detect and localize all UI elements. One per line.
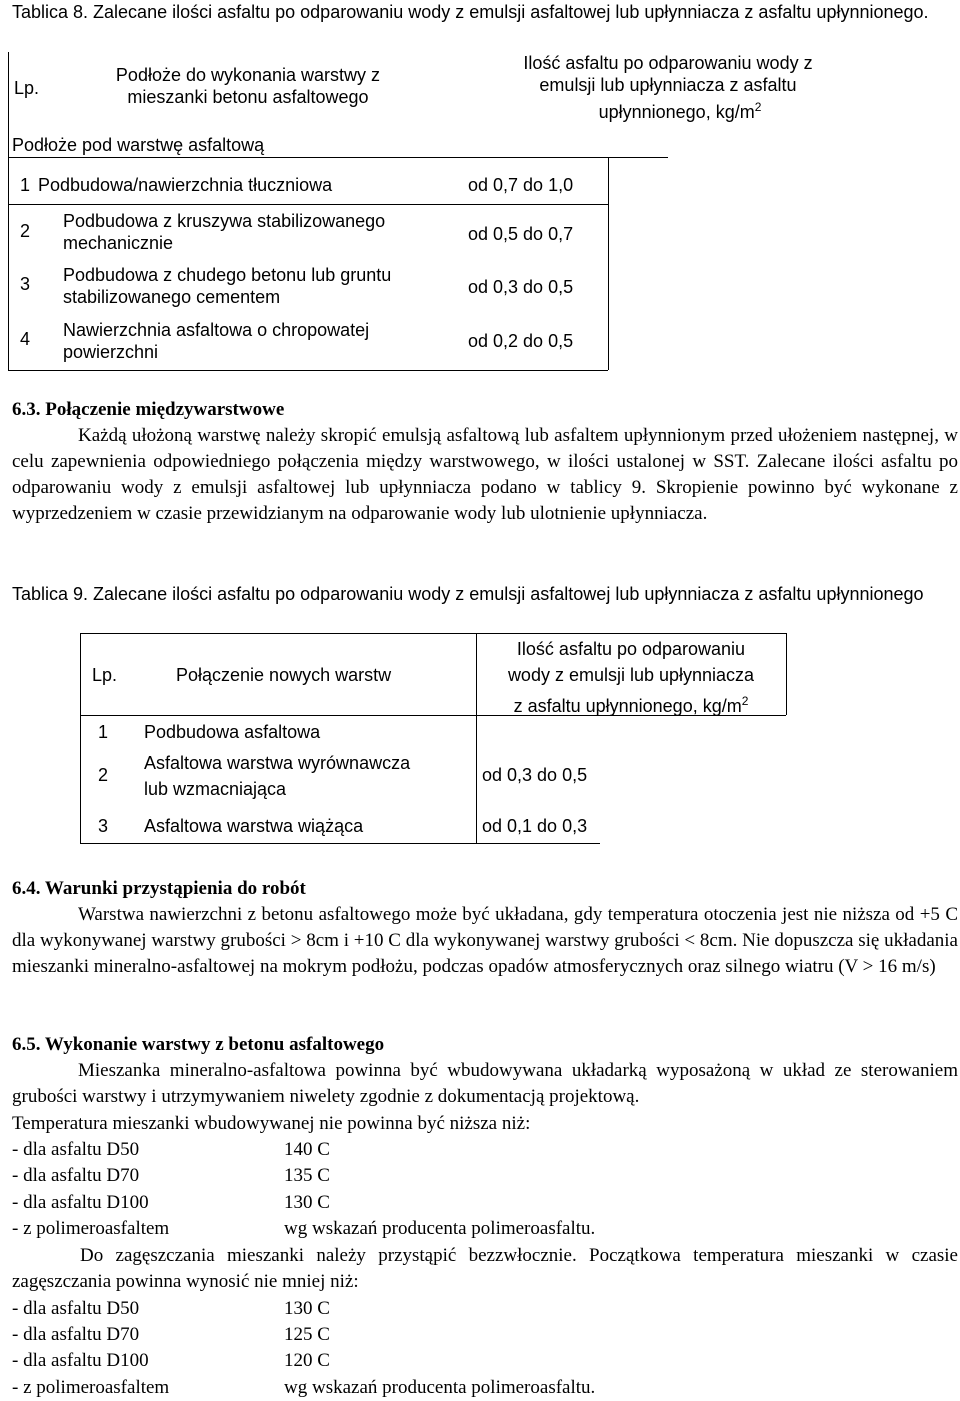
- temperature-label: - z polimeroasfaltem: [12, 1377, 170, 1398]
- table9-header-layers: Połączenie nowych warstw: [176, 665, 392, 685]
- temperature-value: 130 C: [284, 1192, 330, 1213]
- table8-header-lp: Lp.: [14, 78, 40, 98]
- section-text: Warstwa nawierzchni z betonu asfaltowego może być układana, gdy temperatura otoczenia jest nie niższa od +5 C dla wykonywanej warstwy grubości > 8cm i +10 C dla wykonywanej warstwy grubości < 8cm. Nie dopuszcza się układania mieszanki mineralno-asfaltowej na mokrym podłożu, podczas opadów atmosferycznych oraz silnego wiatru (V > 16 m/s): [12, 904, 958, 977]
- table8-row-name: Podbudowa z kruszywa stabilizowanego mechanicznie: [63, 211, 386, 253]
- temperature-value: 130 C: [284, 1298, 330, 1319]
- table9-row-value: od 0,1 do 0,3: [482, 816, 588, 836]
- section-text: Każdą ułożoną warstwę należy skropić emulsją asfaltową lub asfaltem upłynnionym przed ułożeniem następnej, w celu zapewnienia odpowiedniego połączenia między warstwowego, w ilości ustalonej w SST. Zalecane ilości asfaltu po odparowaniu wody z emulsji asfaltowej lub upłynniacza podano w tablicy 9. Skropienie powinno być wykonane z wyprzedzeniem w czasie przewidzianym na odparowanie wody lub ulotnienie upłynniacza.: [12, 425, 958, 524]
- table8-row-value: od 0,5 do 0,7: [468, 224, 574, 244]
- table9-row-lp: 2: [98, 765, 109, 785]
- section-heading: 6.4. Warunki przystąpienia do robót: [12, 878, 306, 899]
- temperature-label: - z polimeroasfaltem: [12, 1218, 170, 1239]
- table9-row-name: Podbudowa asfaltowa: [144, 722, 321, 742]
- table8-header-base: Podłoże do wykonania warstwy z mieszanki betonu asfaltowego: [115, 65, 381, 107]
- temperature-value: 120 C: [284, 1350, 330, 1371]
- temperature-label: - dla asfaltu D100: [12, 1350, 149, 1371]
- table8-row-lp: 4: [20, 329, 31, 349]
- table8-border: [8, 52, 9, 370]
- table8-row-value: od 0,2 do 0,5: [468, 331, 574, 351]
- temperature-label: - dla asfaltu D70: [12, 1324, 140, 1345]
- table9-row-lp: 3: [98, 816, 109, 836]
- table9-border: [80, 633, 81, 843]
- table8-row-name: Podbudowa/nawierzchnia tłuczniowa: [38, 175, 333, 195]
- table9-border: [80, 843, 600, 844]
- table8-row-value: od 0,7 do 1,0: [468, 175, 574, 195]
- table8-header-amount: Ilość asfaltu po odparowaniu wody z emulsji lub upłynniacza z asfaltu upłynnionego, $kg/m^2$: [523, 53, 813, 122]
- temperature-label: - dla asfaltu D50: [12, 1139, 140, 1160]
- table9-border: [786, 633, 787, 715]
- temperature-value: 125 C: [284, 1324, 330, 1345]
- temperature-label: - dla asfaltu D100: [12, 1192, 149, 1213]
- temperature-label: - dla asfaltu D50: [12, 1298, 140, 1319]
- table9-row-lp: 1: [98, 722, 109, 742]
- table8-border: [8, 204, 608, 205]
- temperature-value: 135 C: [284, 1165, 330, 1186]
- table9-caption: Tablica 9. Zalecane ilości asfaltu po odparowaniu wody z emulsji asfaltowej lub upłynniacza z asfaltu upłynnionego: [12, 584, 924, 604]
- temperature-value: 140 C: [284, 1139, 330, 1160]
- table8-section-label: Podłoże pod warstwę asfaltową: [12, 135, 265, 155]
- table8-row-lp: 3: [20, 274, 31, 294]
- section-heading: 6.5. Wykonanie warstwy z betonu asfaltowego: [12, 1034, 385, 1055]
- temperature-value: wg wskazań producenta polimeroasfaltu.: [284, 1377, 596, 1398]
- table8-row-lp: 1: [20, 175, 31, 195]
- table8-border: [8, 370, 608, 371]
- table8-row-value: od 0,3 do 0,5: [468, 277, 574, 297]
- temperature-intro: Temperatura mieszanki wbudowywanej nie powinna być niższa niż:: [12, 1113, 531, 1134]
- table9-row-name: Asfaltowa warstwa wiążąca: [144, 816, 364, 836]
- table9-border: [476, 633, 477, 843]
- section-text: Mieszanka mineralno-asfaltowa powinna być wbudowywana układarką wyposażoną w układ ze sterowaniem grubości warstwy i utrzymywaniem niwelety zgodnie z dokumentacją projektową.: [12, 1060, 958, 1107]
- table8-border: [608, 158, 609, 370]
- table8-row-name: Nawierzchnia asfaltowa o chropowatej powierzchni: [63, 320, 370, 362]
- table8-border: [8, 157, 668, 158]
- table9-row-name: Asfaltowa warstwa wyrównawcza lub wzmacniająca: [144, 753, 411, 799]
- table9-header-lp: Lp.: [92, 665, 118, 685]
- compaction-text: Do zagęszczania mieszanki należy przystąpić bezzwłocznie. Początkowa temperatura mieszanki w czasie zagęszczania powinna wynosić nie mniej niż:: [12, 1245, 958, 1292]
- temperature-value: wg wskazań producenta polimeroasfaltu.: [284, 1218, 596, 1239]
- section-heading: 6.3. Połączenie międzywarstwowe: [12, 399, 285, 420]
- table9-border: [80, 633, 786, 634]
- table9-row-value: od 0,3 do 0,5: [482, 765, 588, 785]
- table8-caption: Tablica 8. Zalecane ilości asfaltu po odparowaniu wody z emulsji asfaltowej lub upłynniacza z asfaltu upłynnionego.: [12, 2, 929, 22]
- table8-row-name: Podbudowa z chudego betonu lub gruntu stabilizowanego cementem: [63, 265, 392, 307]
- temperature-label: - dla asfaltu D70: [12, 1165, 140, 1186]
- table8-row-lp: 2: [20, 221, 31, 241]
- table9-header-amount: Ilość asfaltu po odparowaniu wody z emulsji lub upłynniacza z asfaltu upłynnionego, $kg/m^2$: [507, 639, 755, 716]
